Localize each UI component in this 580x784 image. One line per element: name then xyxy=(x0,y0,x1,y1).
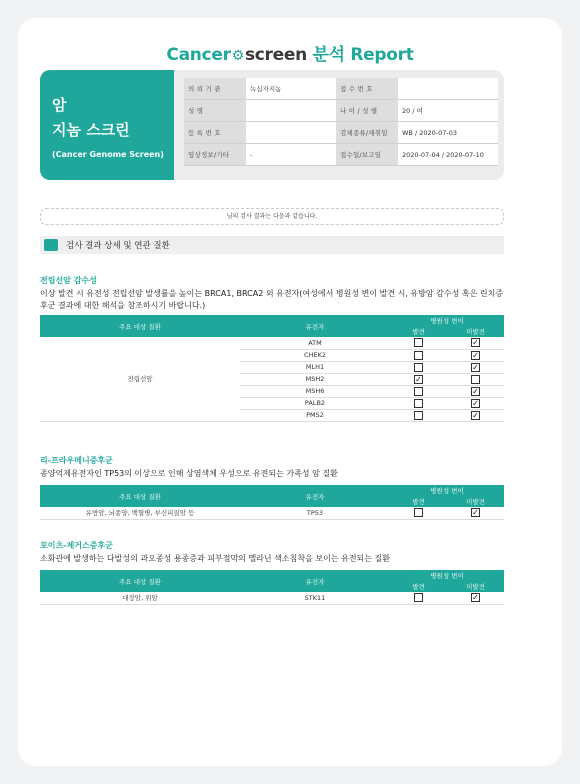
found-cell xyxy=(390,337,447,349)
block-description: 이상 발견 시 유전성 전립선암 발생률을 높이는 BRCA1, BRCA2 외 유전자(여성에서 병원성 변이 발견 시, 유방암 감수성 혹은 린치증후군 결과에 대한 해석을 참조하시기 바랍니다.) xyxy=(40,289,504,310)
logo-brand-a: Cancer xyxy=(166,45,231,65)
logo-brand-b: screen xyxy=(244,45,307,65)
not-found-cell xyxy=(447,409,504,421)
info-key: 등 록 번 호 xyxy=(184,122,246,143)
not-found-cell xyxy=(447,361,504,373)
not-found-cell xyxy=(447,507,504,519)
info-value xyxy=(246,100,336,121)
th-variant: 병원성 변이 xyxy=(390,315,504,326)
th-gene: 유전자 xyxy=(240,570,390,592)
section-title: 검사 결과 상세 및 연관 질환 xyxy=(66,241,170,251)
info-key: 성 명 xyxy=(184,100,246,121)
block-description: 소화관에 발생하는 다발성의 과오종성 용종증과 피부점막의 멜라닌 색소침착을 보이는 유전되는 질환 xyxy=(40,554,391,563)
table-row xyxy=(40,507,504,519)
report-title-line2: 지놈 스크린 xyxy=(52,121,130,139)
found-checkbox[interactable] xyxy=(414,411,423,420)
block-description: 종양억제유전자인 TP53의 이상으로 인해 상염색체 우성으로 유전되는 가족성 암 질환 xyxy=(40,469,338,478)
gear-icon: ⚙ xyxy=(231,48,244,64)
info-key: 검체종류/채취일 xyxy=(336,122,398,143)
gene-cell: MSH6 xyxy=(240,385,390,397)
disease-cell: 전립선암 xyxy=(40,337,240,421)
th-disease: 주요 대상 질환 xyxy=(40,315,240,337)
patient-info-grid xyxy=(184,78,498,166)
th-variant: 병원성 변이 xyxy=(390,570,504,581)
logo-suffix: 분석 Report xyxy=(306,45,414,65)
found-cell xyxy=(390,361,447,373)
section-header xyxy=(40,236,504,254)
th-gene: 유전자 xyxy=(240,485,390,507)
found-checkbox[interactable] xyxy=(414,593,423,602)
info-key: 나 이 / 성 별 xyxy=(336,100,398,121)
found-cell xyxy=(390,409,447,421)
th-not-found: 미발견 xyxy=(447,326,504,337)
th-not-found: 미발견 xyxy=(447,496,504,507)
not-found-cell xyxy=(447,397,504,409)
gene-cell: MLH1 xyxy=(240,361,390,373)
th-gene: 유전자 xyxy=(240,315,390,337)
th-found: 발견 xyxy=(390,496,447,507)
gene-table xyxy=(40,485,504,520)
not-found-checkbox[interactable]: ✓ xyxy=(472,350,479,360)
block-title: 리-프라우메니증후군 xyxy=(40,456,113,465)
not-found-checkbox[interactable]: ✓ xyxy=(472,593,479,603)
found-checkbox[interactable] xyxy=(414,508,423,517)
patient-info-header xyxy=(40,70,504,180)
gene-cell: CHEK2 xyxy=(240,349,390,361)
info-value: WB / 2020-07-03 xyxy=(398,122,498,143)
not-found-checkbox[interactable]: ✓ xyxy=(472,362,479,372)
gene-cell: MSH2 xyxy=(240,373,390,385)
gene-cell: PALB2 xyxy=(240,397,390,409)
info-row xyxy=(184,78,498,100)
found-checkbox[interactable] xyxy=(414,351,423,360)
not-found-cell xyxy=(447,373,504,385)
found-cell xyxy=(390,507,447,519)
info-key: 의 뢰 기 관 xyxy=(184,78,246,99)
info-row xyxy=(184,144,498,166)
info-value xyxy=(246,122,336,143)
found-checkbox[interactable] xyxy=(414,387,423,396)
disease-cell: 대장암, 위암 xyxy=(40,592,240,604)
report-title-panel xyxy=(40,70,174,180)
th-disease: 주요 대상 질환 xyxy=(40,485,240,507)
info-row xyxy=(184,122,498,144)
th-variant: 병원성 변이 xyxy=(390,485,504,496)
gene-table xyxy=(40,315,504,422)
gene-cell: ATM xyxy=(240,337,390,349)
th-disease: 주요 대상 질환 xyxy=(40,570,240,592)
found-cell xyxy=(390,349,447,361)
not-found-cell xyxy=(447,592,504,604)
not-found-checkbox[interactable]: ✓ xyxy=(472,386,479,396)
found-checkbox[interactable] xyxy=(414,363,423,372)
info-key: 접수일/보고일 xyxy=(336,144,398,165)
info-value: 20 / 여 xyxy=(398,100,498,121)
not-found-checkbox[interactable]: ✓ xyxy=(472,508,479,518)
disease-cell: 유방암, 뇌종양, 백혈병, 부신피질암 등 xyxy=(40,507,240,519)
found-checkbox[interactable] xyxy=(414,338,423,347)
found-cell xyxy=(390,397,447,409)
result-notice: 님의 검사 결과는 다음과 같습니다. xyxy=(40,208,504,225)
not-found-cell xyxy=(447,385,504,397)
found-cell xyxy=(390,592,447,604)
not-found-checkbox[interactable]: ✓ xyxy=(472,398,479,408)
report-title-en: (Cancer Genome Screen) xyxy=(52,150,164,159)
info-value xyxy=(398,78,498,99)
gene-cell: PMS2 xyxy=(240,409,390,421)
info-value: 2020-07-04 / 2020-07-10 xyxy=(398,144,498,165)
th-not-found: 미발견 xyxy=(447,581,504,592)
found-cell xyxy=(390,373,447,385)
not-found-checkbox[interactable] xyxy=(471,375,480,384)
th-found: 발견 xyxy=(390,581,447,592)
calendar-icon xyxy=(44,239,58,251)
th-found: 발견 xyxy=(390,326,447,337)
info-row xyxy=(184,100,498,122)
found-cell xyxy=(390,385,447,397)
block-title: 전립선암 감수성 xyxy=(40,276,97,285)
block-title: 포이츠-제거스증후군 xyxy=(40,541,113,550)
table-row xyxy=(40,592,504,604)
report-logo xyxy=(0,40,580,65)
info-key: 접 수 번 호 xyxy=(336,78,398,99)
info-value: 녹십자지놈 xyxy=(246,78,336,99)
report-title-line1: 암 xyxy=(52,96,67,114)
not-found-cell xyxy=(447,337,504,349)
table-row xyxy=(40,337,504,349)
gene-table xyxy=(40,570,504,605)
gene-cell: STK11 xyxy=(240,592,390,604)
info-value: - xyxy=(246,144,336,165)
gene-cell: TP53 xyxy=(240,507,390,519)
not-found-checkbox[interactable]: ✓ xyxy=(472,338,479,348)
found-checkbox[interactable] xyxy=(414,399,423,408)
found-checkbox[interactable]: ✓ xyxy=(415,374,422,384)
not-found-checkbox[interactable]: ✓ xyxy=(472,410,479,420)
not-found-cell xyxy=(447,349,504,361)
info-key: 임상정보/기타 xyxy=(184,144,246,165)
